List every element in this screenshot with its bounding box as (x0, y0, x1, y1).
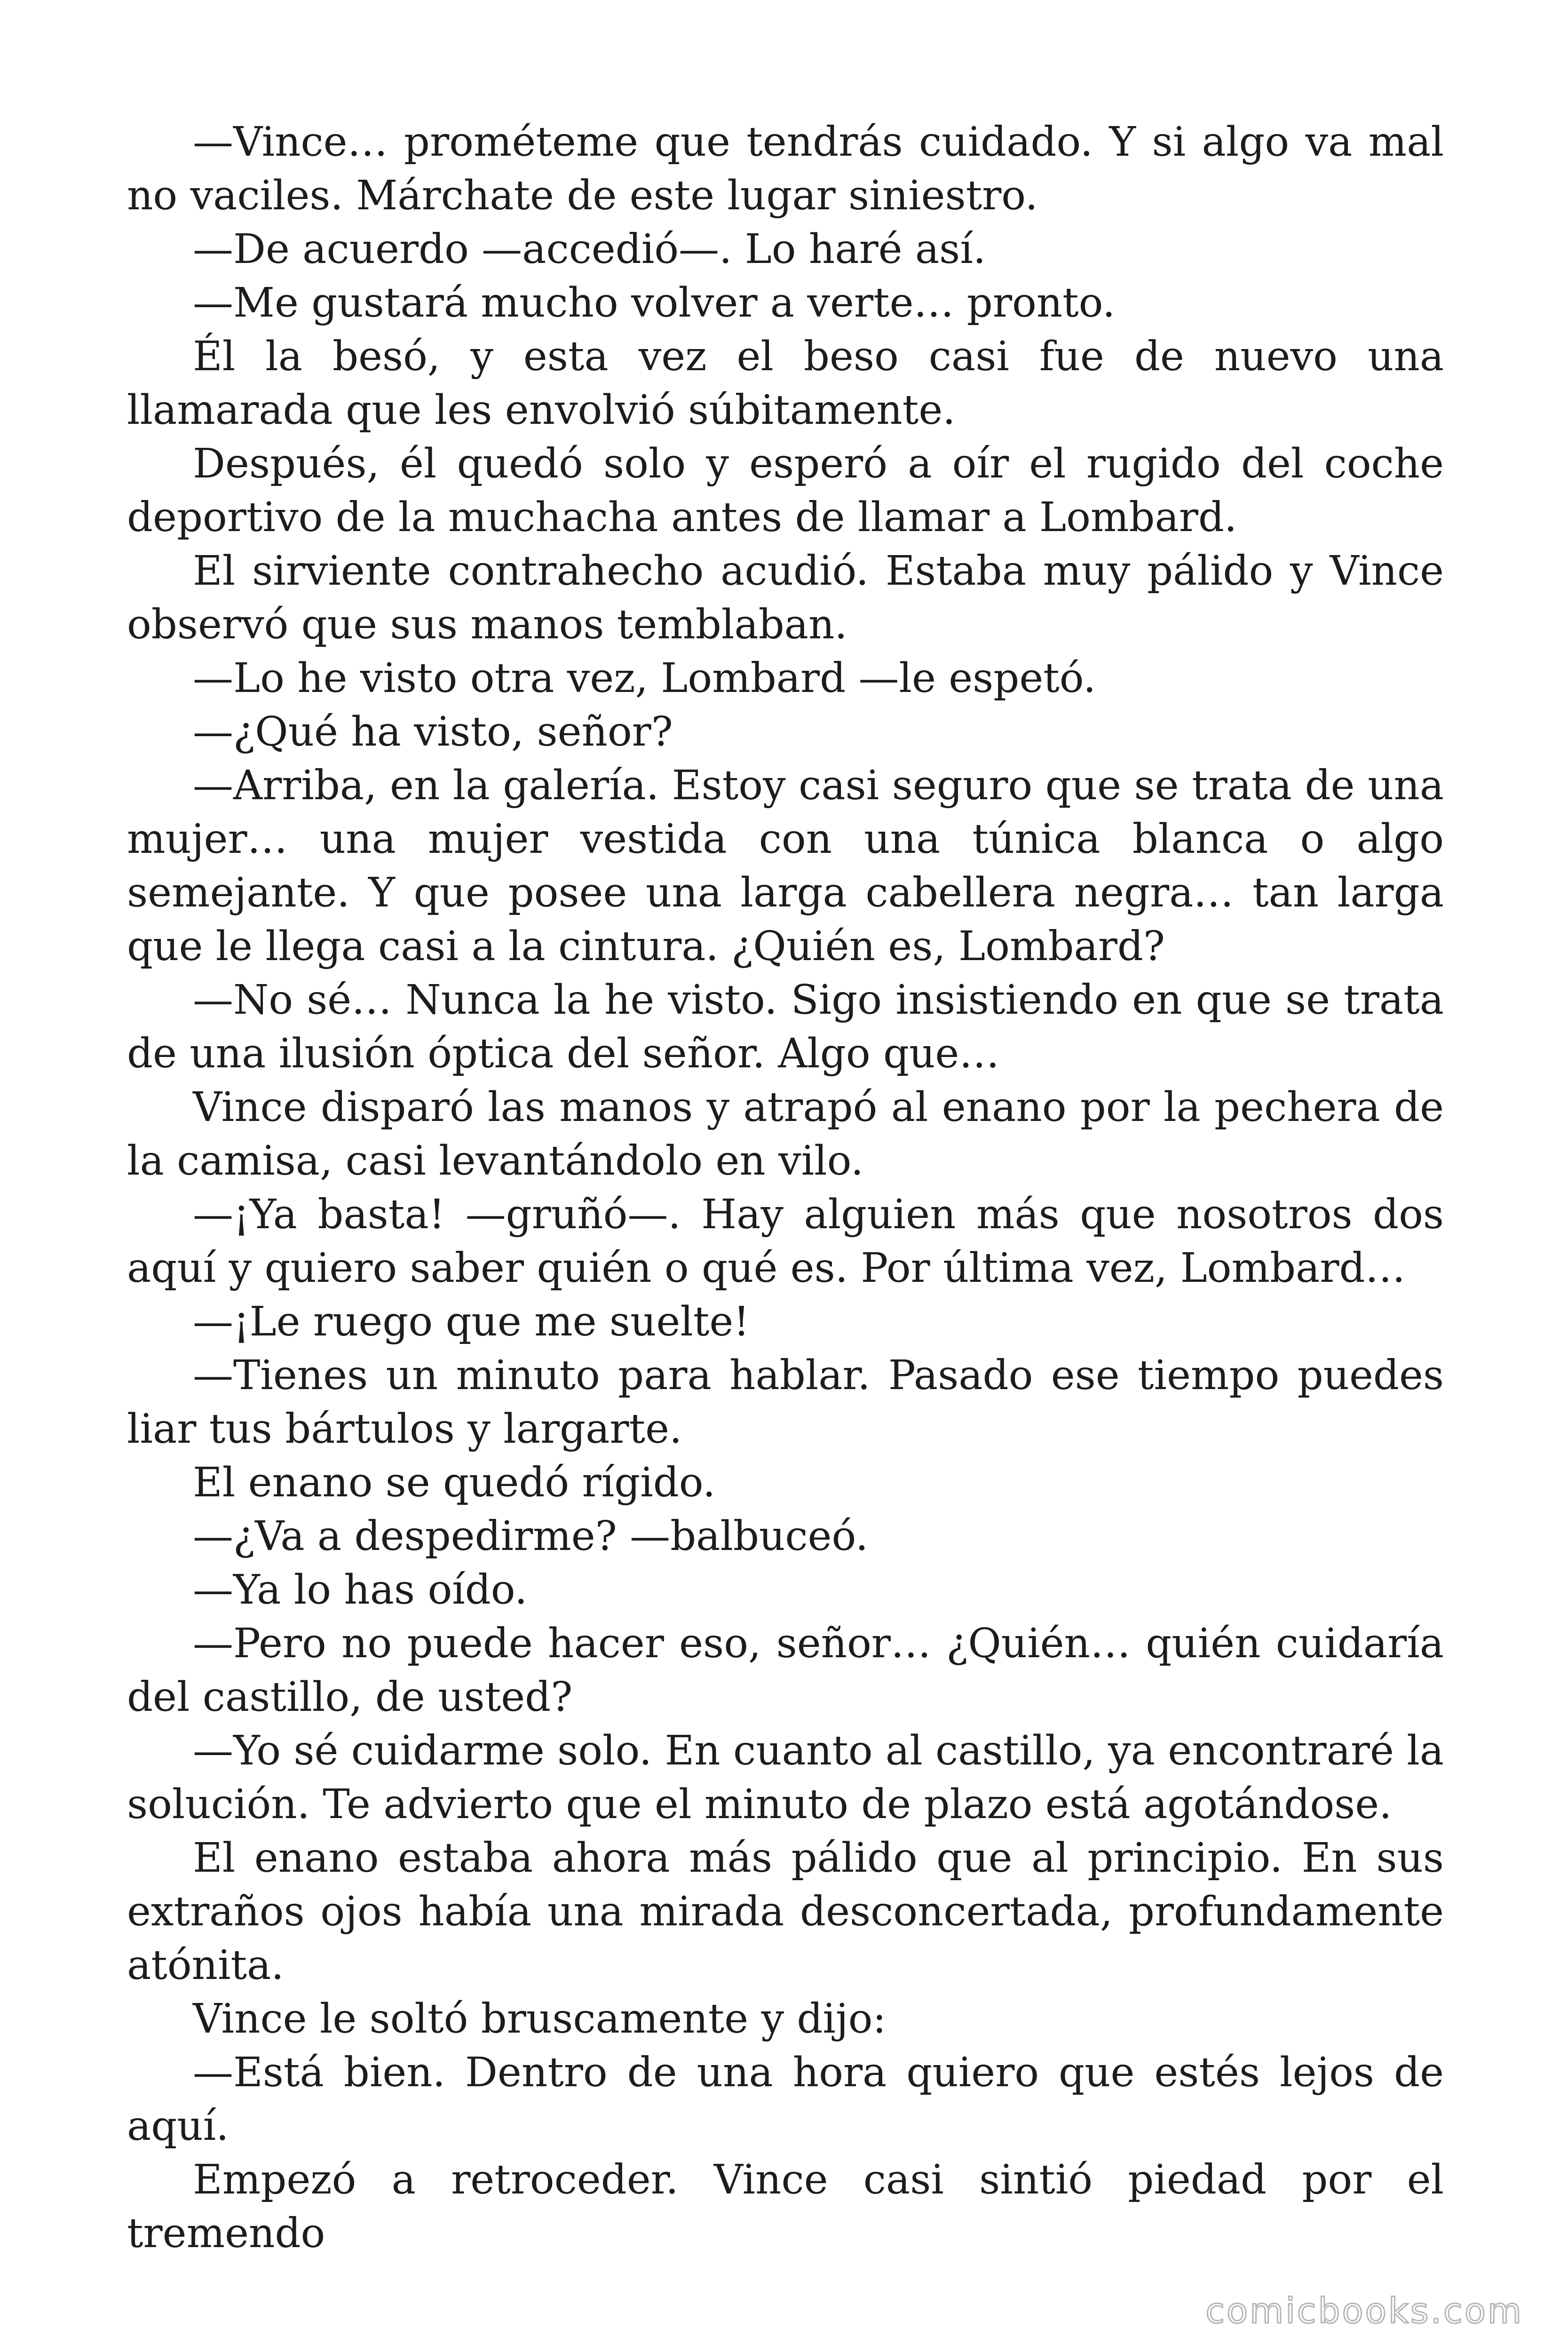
watermark: comicbooks.com (1205, 2291, 1523, 2331)
paragraph-17: —Ya lo has oído. (193, 1566, 528, 1613)
paragraph-9: —Arriba, en la galería. Estoy casi seguro que se trata de una mujer… una mujer vestida con una túnica blanca o algo semejante. Y que posee una larga cabellera negra… tan larga que le llega casi a la cintura. ¿Quién es, Lombard? (127, 762, 1444, 970)
paragraph-7: —Lo he visto otra vez, Lombard —le espetó. (193, 655, 1096, 702)
paragraph-19: —Yo sé cuidarme solo. En cuanto al castillo, ya encontraré la solución. Te advierto que el minuto de plazo está agotándose. (127, 1727, 1444, 1828)
paragraph-4: Él la besó, y esta vez el beso casi fue de nuevo una llamarada que les envolvió súbitamente. (127, 333, 1444, 434)
paragraph-16: —¿Va a despedirme? —balbuceó. (193, 1513, 869, 1560)
paragraph-1: —Vince… prométeme que tendrás cuidado. Y si algo va mal no vaciles. Márchate de este lugar siniestro. (127, 119, 1444, 219)
paragraph-13: —¡Le ruego que me suelte! (193, 1298, 750, 1345)
paragraph-12: —¡Ya basta! —gruñó—. Hay alguien más que nosotros dos aquí y quiero saber quién o qué es. Por última vez, Lombard… (127, 1191, 1444, 1292)
paragraph-6: El sirviente contrahecho acudió. Estaba muy pálido y Vince observó que sus manos temblaban. (127, 548, 1444, 648)
paragraph-8: —¿Qué ha visto, señor? (193, 708, 673, 755)
paragraph-21: Vince le soltó bruscamente y dijo: (193, 1995, 887, 2042)
paragraph-23: Empezó a retroceder. Vince casi sintió piedad por el tremendo (127, 2156, 1444, 2257)
paragraph-14: —Tienes un minuto para hablar. Pasado ese tiempo puedes liar tus bártulos y largarte. (127, 1352, 1444, 1453)
paragraph-22: —Está bien. Dentro de una hora quiero que estés lejos de aquí. (127, 2049, 1444, 2150)
paragraph-3: —Me gustará mucho volver a verte… pronto. (193, 279, 1116, 326)
paragraph-11: Vince disparó las manos y atrapó al enano por la pechera de la camisa, casi levantándolo en vilo. (127, 1084, 1444, 1184)
paragraph-15: El enano se quedó rígido. (193, 1459, 716, 1506)
paragraph-5: Después, él quedó solo y esperó a oír el rugido del coche deportivo de la muchacha antes de llamar a Lombard. (127, 440, 1444, 541)
paragraph-18: —Pero no puede hacer eso, señor… ¿Quién… quién cuidaría del castillo, de usted? (127, 1620, 1444, 1721)
body-text (127, 115, 1444, 2260)
paragraph-10: —No sé… Nunca la he visto. Sigo insistiendo en que se trata de una ilusión óptica del señor. Algo que… (127, 977, 1444, 1077)
paragraph-20: El enano estaba ahora más pálido que al principio. En sus extraños ojos había una mirada desconcertada, profundamente atónita. (127, 1835, 1444, 1989)
paragraph-2: —De acuerdo —accedió—. Lo haré así. (193, 226, 986, 273)
